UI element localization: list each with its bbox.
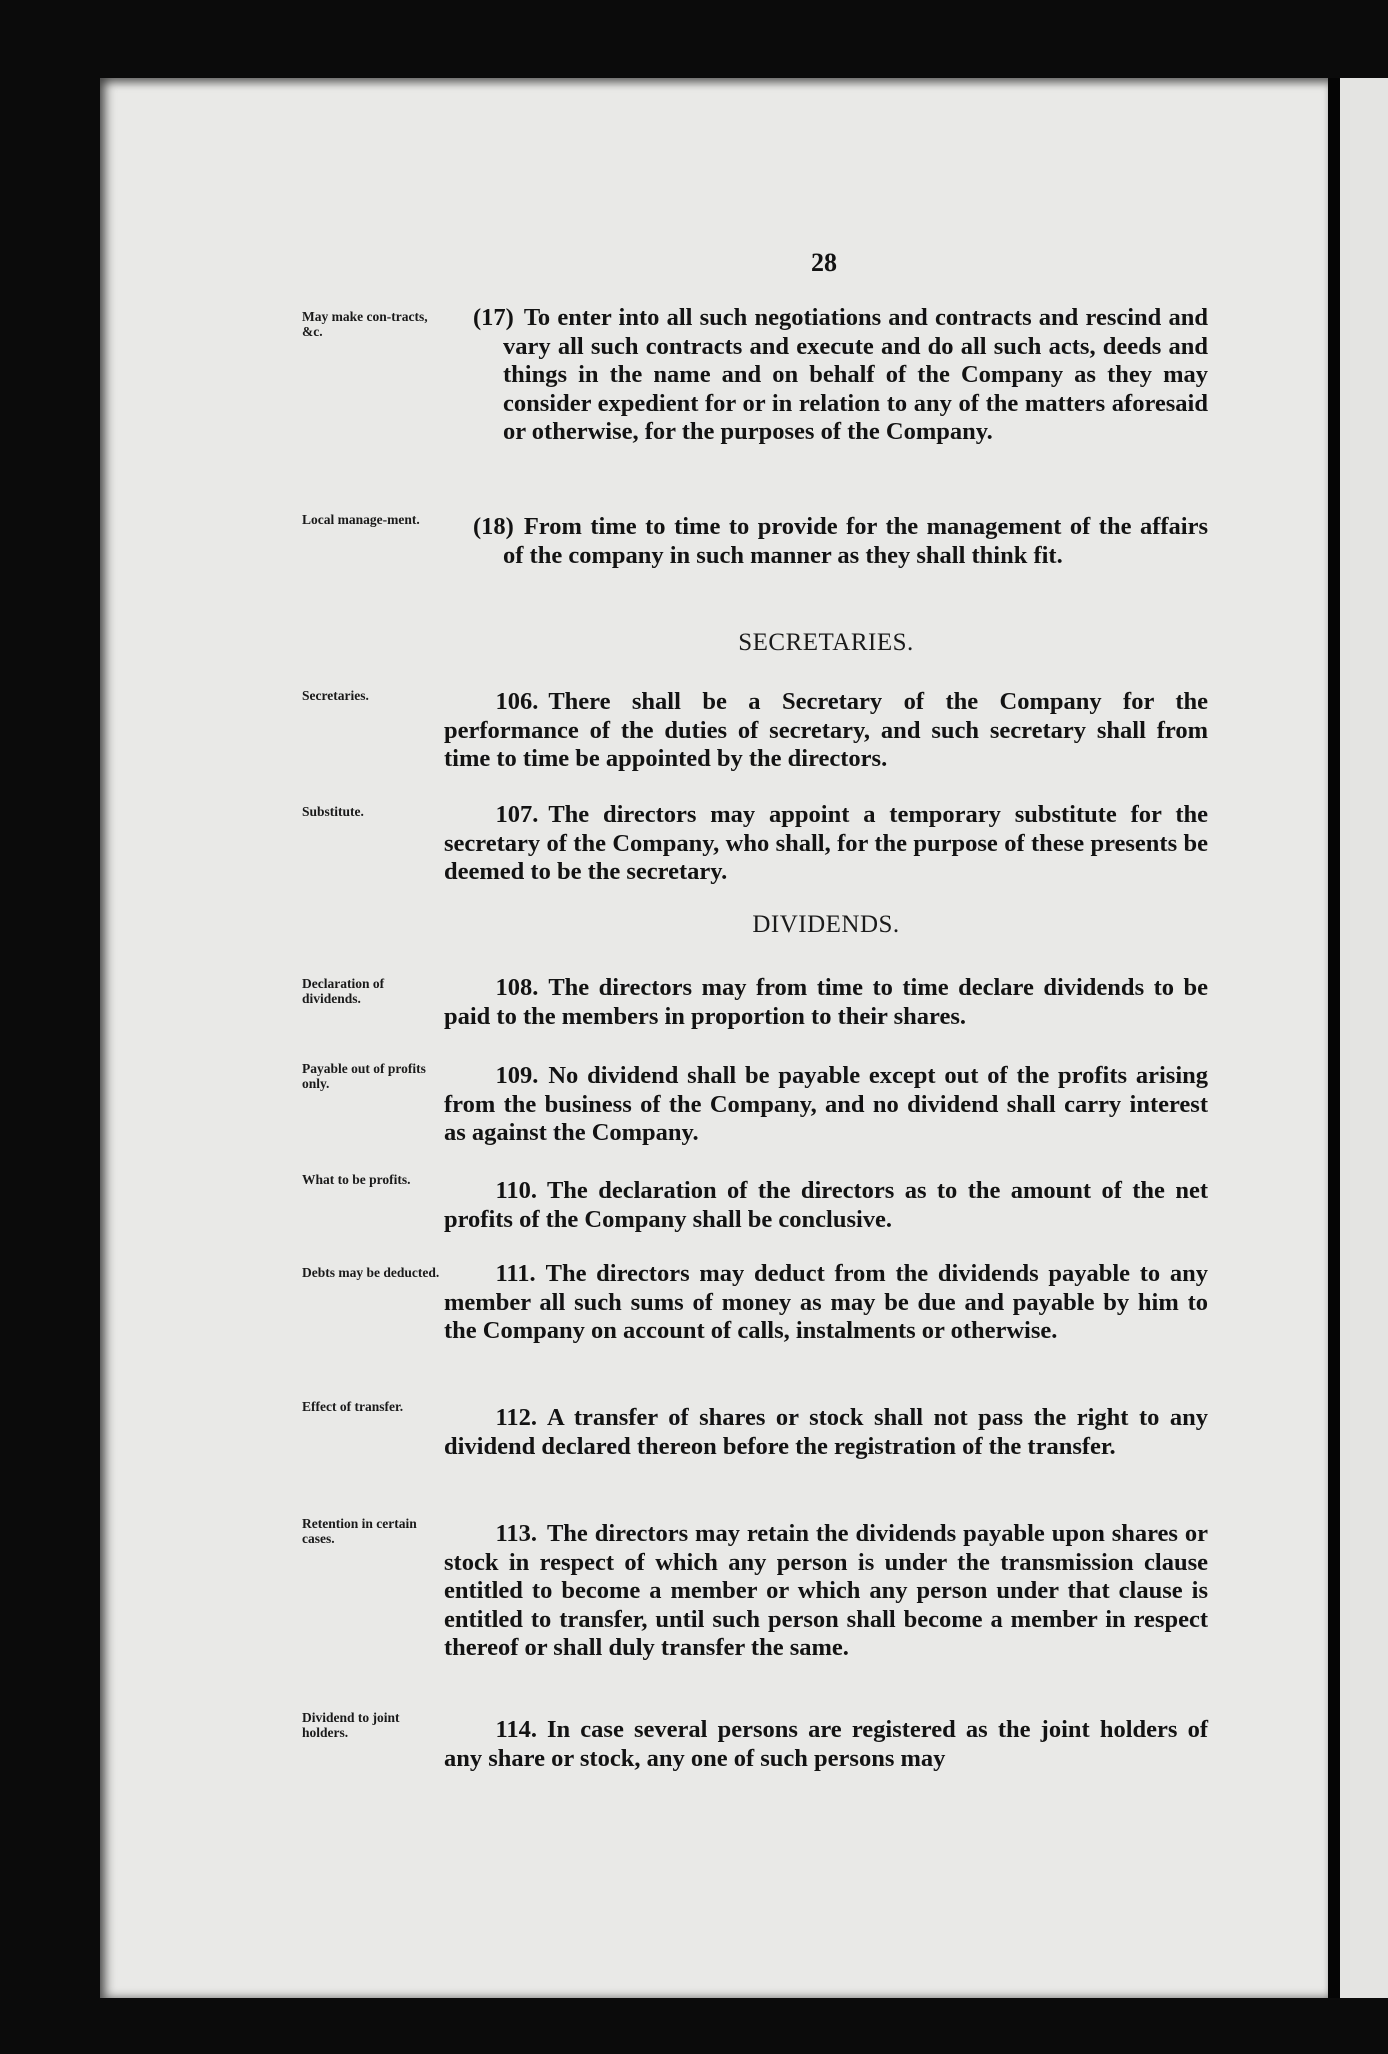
paragraph-text: The declaration of the directors as to the amount of the net profits of the Company shall be conclusive. xyxy=(444,1177,1208,1233)
paragraph-113 xyxy=(444,1520,1208,1663)
facing-page-edge xyxy=(1340,78,1388,1998)
paragraph-108 xyxy=(444,974,1208,1031)
paragraph-17 xyxy=(473,304,1208,447)
paragraph-number: 113. xyxy=(495,1520,537,1547)
paragraph-text: The directors may from time to time declare dividends to be paid to the members in proportion to their shares. xyxy=(444,974,1208,1030)
section-heading-dividends: DIVIDENDS. xyxy=(752,911,900,938)
margin-note-local-management: Local manage-ment. xyxy=(302,512,420,527)
paragraph-text: From time to time to provide for the management of the affairs of the company in such manner as they shall think fit. xyxy=(503,513,1208,569)
paragraph-109 xyxy=(444,1062,1208,1148)
margin-note-secretaries: Secretaries. xyxy=(302,688,369,703)
paragraph-text: A transfer of shares or stock shall not pass the right to any dividend declared thereon before the registration of the transfer. xyxy=(444,1404,1208,1460)
paragraph-number: 110. xyxy=(495,1177,537,1204)
paragraph-text: In case several persons are registered as the joint holders of any share or stock, any one of such persons may xyxy=(444,1716,1208,1772)
paragraph-text: The directors may appoint a temporary substitute for the secretary of the Company, who shall, for the purpose of these presents be deemed to be the secretary. xyxy=(444,801,1208,885)
margin-note-what-to-be-profits: What to be profits. xyxy=(302,1172,411,1187)
paragraph-114 xyxy=(444,1716,1208,1773)
paragraph-number: (18) xyxy=(473,513,514,540)
paragraph-number: 108. xyxy=(495,974,539,1001)
paragraph-112 xyxy=(444,1404,1208,1461)
margin-note-joint-holders: Dividend to joint holders. xyxy=(302,1710,400,1740)
paragraph-text: The directors may deduct from the dividends payable to any member all such sums of money as may be due and payable by him to the Company on account of calls, instalments or otherwise. xyxy=(444,1260,1208,1344)
margin-note-contracts: May make con-tracts, &c. xyxy=(302,309,428,339)
margin-note-declaration: Declaration of dividends. xyxy=(302,976,385,1006)
margin-note-retention: Retention in certain cases. xyxy=(302,1516,417,1546)
margin-note-effect-of-transfer: Effect of transfer. xyxy=(302,1399,404,1414)
paragraph-text: To enter into all such negotiations and contracts and rescind and vary all such contracts and execute and do all such acts, deeds and things in the name and on behalf of the Company as they may consider expedient for or in relation to any of the matters aforesaid or otherwise, for the purposes of the Company. xyxy=(503,304,1208,445)
paragraph-number: 106. xyxy=(495,688,539,715)
paragraph-text: There shall be a Secretary of the Company for the performance of the duties of secretary, and such secretary shall from time to time be appointed by the directors. xyxy=(444,688,1208,772)
margin-note-substitute: Substitute. xyxy=(302,804,364,819)
paragraph-number: 107. xyxy=(495,801,539,828)
paragraph-106 xyxy=(444,688,1208,774)
paragraph-18 xyxy=(473,513,1208,570)
paragraph-107 xyxy=(444,801,1208,887)
margin-note-payable: Payable out of profits only. xyxy=(302,1061,426,1091)
paragraph-text: The directors may retain the dividends payable upon shares or stock in respect of which any person is under the transmission clause entitled to become a member or which any person under that clause is entitled to transfer, until such person shall become a member in respect thereof or shall duly transfer the same. xyxy=(444,1520,1208,1661)
paragraph-110 xyxy=(444,1177,1208,1234)
margin-note-debts: Debts may be deducted. xyxy=(302,1265,440,1280)
paragraph-111 xyxy=(444,1260,1208,1346)
paragraph-number: 114. xyxy=(495,1716,537,1743)
page-number: 28 xyxy=(811,248,837,277)
paragraph-number: 109. xyxy=(495,1062,539,1089)
paragraph-text: No dividend shall be payable except out of the profits arising from the business of the Company, and no dividend shall carry interest as against the Company. xyxy=(444,1062,1208,1146)
paragraph-number: (17) xyxy=(473,304,514,331)
paragraph-number: 112. xyxy=(495,1404,537,1431)
paragraph-number: 111. xyxy=(495,1260,536,1287)
section-heading-secretaries: SECRETARIES. xyxy=(738,629,914,656)
page-gutter xyxy=(1328,78,1340,1998)
